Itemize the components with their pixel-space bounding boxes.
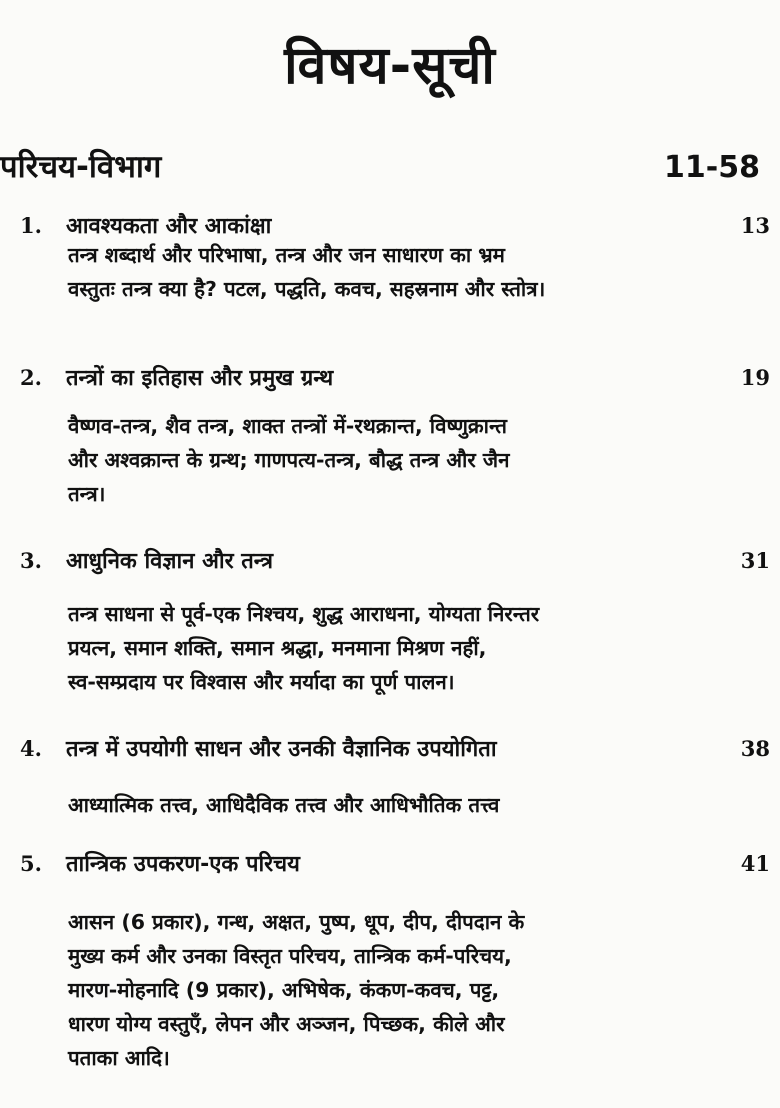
entry-page-number: 19: [740, 365, 770, 390]
entry-title: तन्त्रों का इतिहास और प्रमुख ग्रन्थ: [66, 366, 334, 391]
description-line: धारण योग्य वस्तुएँ, लेपन और अञ्जन, पिच्छक, कीले और: [68, 1012, 505, 1036]
description-line: पताका आदि।: [68, 1046, 170, 1070]
toc-entry-heading: [20, 848, 770, 878]
entry-title: आधुनिक विज्ञान और तन्त्र: [66, 549, 274, 574]
entry-page-number: 41: [740, 851, 770, 876]
description-line: स्व-सम्प्रदाय पर विश्वास और मर्यादा का पूर्ण पालन।: [68, 670, 455, 694]
entry-description: [68, 597, 668, 699]
entry-number: 2.: [20, 365, 42, 390]
entry-title: तान्त्रिक उपकरण-एक परिचय: [66, 852, 300, 877]
entry-page-number: 31: [740, 548, 770, 573]
description-line: तन्त्र साधना से पूर्व-एक निश्चय, शुद्ध आराधना, योग्यता निरन्तर: [68, 602, 540, 626]
page-title: विषय-सूची: [284, 36, 496, 96]
description-line: आध्यात्मिक तत्त्व, आधिदैविक तत्त्व और आधिभौतिक तत्त्व: [68, 793, 500, 817]
description-line: आसन (6 प्रकार), गन्ध, अक्षत, पुष्प, धूप, दीप, दीपदान के: [68, 910, 525, 934]
toc-entry-heading: [20, 210, 770, 240]
description-line: वैष्णव-तन्त्र, शैव तन्त्र, शाक्त तन्त्रों में-रथक्रान्त, विष्णुक्रान्त: [68, 414, 507, 438]
entry-description: [68, 409, 668, 511]
section-name: परिचय-विभाग: [0, 149, 162, 185]
description-line: तन्त्र शब्दार्थ और परिभाषा, तन्त्र और जन साधारण का भ्रम: [68, 243, 505, 267]
entry-number: 4.: [20, 736, 42, 761]
entry-number: 1.: [20, 213, 42, 238]
entry-page-number: 13: [740, 213, 770, 238]
entry-description: [68, 905, 668, 1075]
section-page-range: 11-58: [664, 150, 760, 185]
toc-entry-heading: [20, 733, 770, 763]
description-line: मारण-मोहनादि (9 प्रकार), अभिषेक, कंकण-कवच, पट्ट,: [68, 978, 500, 1002]
entry-page-number: 38: [740, 736, 770, 761]
entry-number: 5.: [20, 851, 42, 876]
entry-title: आवश्यकता और आकांक्षा: [66, 214, 272, 239]
description-line: तन्त्र।: [68, 482, 106, 506]
toc-entry-heading: [20, 545, 770, 575]
entry-title: तन्त्र में उपयोगी साधन और उनकी वैज्ञानिक उपयोगिता: [66, 737, 497, 762]
description-line: मुख्य कर्म और उनका विस्तृत परिचय, तान्त्रिक कर्म-परिचय,: [68, 944, 512, 968]
description-line: वस्तुतः तन्त्र क्या है? पटल, पद्धति, कवच, सहस्रनाम और स्तोत्र।: [68, 277, 546, 301]
toc-entry-heading: [20, 362, 770, 392]
entry-description: [68, 238, 668, 306]
entry-description: [68, 788, 668, 822]
description-line: और अश्वक्रान्त के ग्रन्थ; गाणपत्य-तन्त्र, बौद्ध तन्त्र और जैन: [68, 448, 510, 472]
entry-number: 3.: [20, 548, 42, 573]
section-heading: [0, 145, 760, 187]
description-line: प्रयत्न, समान शक्ति, समान श्रद्धा, मनमाना मिश्रण नहीं,: [68, 636, 487, 660]
